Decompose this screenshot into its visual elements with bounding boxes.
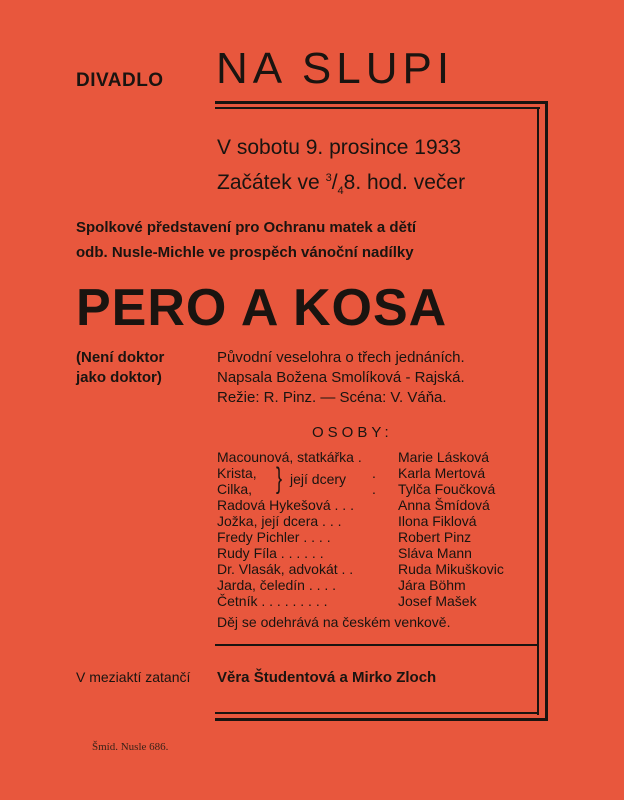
cast-role: Četník . . . . . . . . . — [217, 593, 328, 609]
start-suffix: 8. hod. večer — [343, 171, 466, 194]
cast-role: Radová Hykešová . . . — [217, 497, 354, 513]
play-author: Napsala Božena Smolíková - Rajská. — [217, 369, 465, 386]
brace-glyph: } — [276, 462, 283, 495]
cast-actor: Sláva Mann — [398, 545, 472, 561]
cast-actor: Karla Mertová — [398, 465, 486, 481]
separator-line — [215, 644, 537, 646]
cast-role: Krista, — [217, 465, 257, 481]
cast-actor: Tylča Foučková — [398, 481, 496, 497]
cast-role: Jarda, čeledín . . . . — [217, 577, 337, 593]
play-setting: Děj se odehrává na českém venkově. — [217, 614, 451, 630]
cast-dots: . — [372, 481, 376, 497]
cast-actor: Ruda Mikuškovic — [398, 561, 504, 577]
event-date: V sobotu 9. prosince 1933 — [217, 136, 462, 159]
cast-actor: Anna Šmídová — [398, 497, 490, 513]
performance-line-2: odb. Nusle-Michle ve prospěch vánoční nadílky — [76, 244, 414, 261]
printer-imprint: Šmíd. Nusle 686. — [92, 741, 169, 753]
play-direction: Režie: R. Pinz. — Scéna: V. Váňa. — [217, 389, 447, 406]
start-fraction-denominator: 4 — [337, 185, 344, 198]
frame-line-right-outer — [545, 101, 548, 721]
cast-actor: Robert Pinz — [398, 529, 472, 545]
performance-line-1: Spolkové představení pro Ochranu matek a dětí — [76, 219, 417, 236]
interlude-label: V meziaktí zatančí — [76, 669, 191, 685]
frame-line-top-inner — [215, 107, 540, 109]
play-genre: Původní veselohra o třech jednáních. — [217, 349, 465, 366]
frame-line-right-inner — [537, 107, 539, 715]
interlude-dancers: Věra Študentová a Mirko Zloch — [217, 669, 437, 686]
cast-role: Dr. Vlasák, advokát . . — [217, 561, 354, 577]
cast-role: Rudy Fíla . . . . . . — [217, 545, 324, 561]
cast-dots: . — [372, 465, 376, 481]
frame-line-top-outer — [215, 101, 548, 104]
theatre-label: DIVADLO — [76, 70, 164, 91]
theatre-name: NA SLUPI — [216, 44, 455, 93]
play-subtitle-line-1: (Není doktor — [76, 349, 165, 366]
frame-line-bottom-inner — [215, 712, 539, 714]
start-fraction-numerator: 3 — [325, 172, 332, 184]
cast-role: Fredy Pichler . . . . — [217, 529, 331, 545]
cast-actor: Ilona Fiklová — [398, 513, 477, 529]
start-prefix: Začátek ve — [217, 171, 320, 194]
play-title: PERO A KOSA — [76, 279, 448, 337]
cast-heading: OSOBY: — [312, 424, 393, 441]
cast-actor: Jára Böhm — [398, 577, 466, 593]
cast-actor: Marie Lásková — [398, 449, 490, 465]
cast-role: Cilka, — [217, 481, 253, 497]
cast-role: Macounová, statkářka . — [217, 449, 362, 465]
sisters-note: její dcery — [290, 471, 347, 487]
frame-line-bottom-outer — [215, 718, 548, 721]
cast-actor: Josef Mašek — [398, 593, 477, 609]
event-start-time: Začátek ve $^3/_48$. hod. večer — [217, 171, 466, 198]
cast-role: Jožka, její dcera . . . — [217, 513, 342, 529]
play-subtitle-line-2: jako doktor) — [76, 369, 162, 386]
